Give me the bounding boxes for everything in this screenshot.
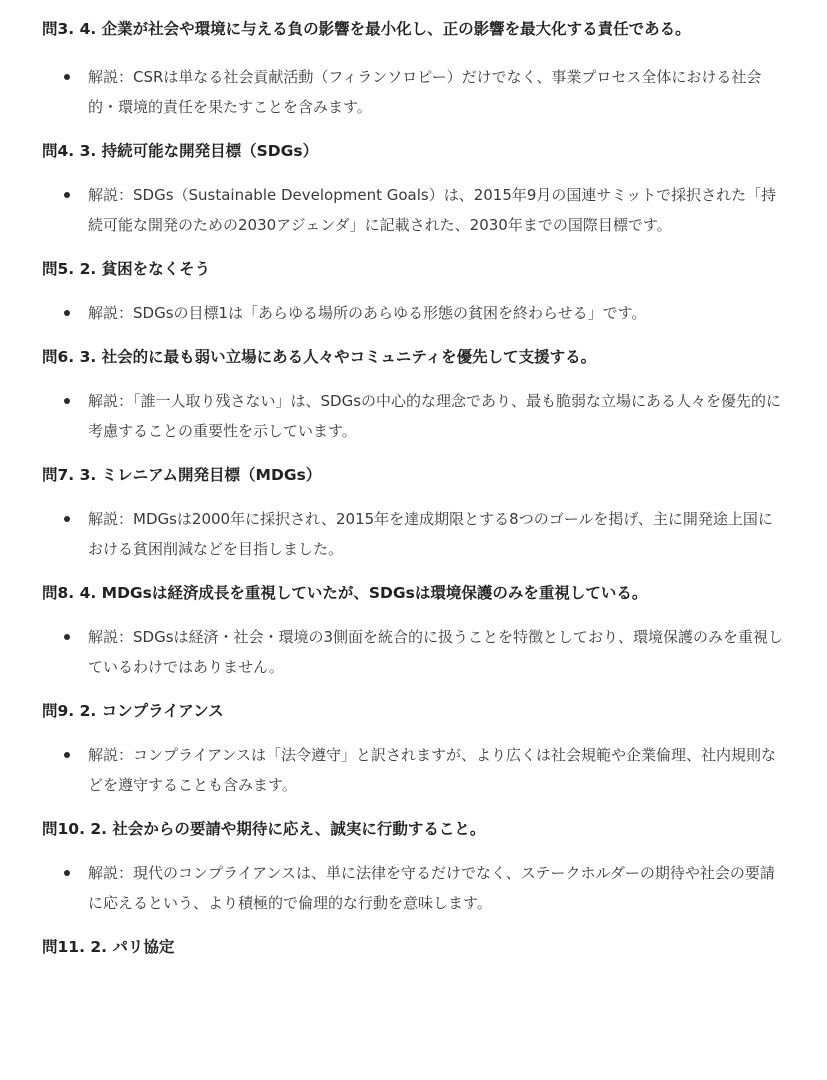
explanation-text: 解説：SDGsは経済・社会・環境の3側面を統合的に扱うことを特徴としており、環境保護のみを重視しているわけではありません。	[88, 628, 784, 676]
bullet-icon	[64, 192, 70, 198]
question-8	[42, 578, 787, 682]
question-5-explanation	[42, 298, 787, 328]
question-11-heading: 問11. 2. パリ協定	[42, 938, 175, 956]
answer-sheet	[42, 14, 787, 962]
question-5-heading: 問5. 2. 貧困をなくそう	[42, 260, 211, 278]
question-6	[42, 342, 787, 446]
question-3-heading: 問3. 4. 企業が社会や環境に与える負の影響を最小化し、正の影響を最大化する責任である。	[42, 20, 691, 38]
bullet-icon	[64, 870, 70, 876]
question-8-explanation	[42, 622, 787, 682]
question-9	[42, 696, 787, 800]
question-9-heading: 問9. 2. コンプライアンス	[42, 702, 224, 720]
bullet-icon	[64, 398, 70, 404]
question-11	[42, 932, 787, 962]
question-10	[42, 814, 787, 918]
bullet-icon	[64, 752, 70, 758]
question-10-heading: 問10. 2. 社会からの要請や期待に応え、誠実に行動すること。	[42, 820, 486, 838]
explanation-text: 解説：コンプライアンスは「法令遵守」と訳されますが、より広くは社会規範や企業倫理、社内規則などを遵守することも含みます。	[88, 746, 777, 794]
question-5	[42, 254, 787, 328]
question-7-heading: 問7. 3. ミレニアム開発目標（MDGs）	[42, 466, 322, 484]
question-4-heading: 問4. 3. 持続可能な開発目標（SDGs）	[42, 142, 319, 160]
bullet-icon	[64, 516, 70, 522]
explanation-text: 解説：CSRは単なる社会貢献活動（フィランソロピー）だけでなく、事業プロセス全体における社会的・環境的責任を果たすことを含みます。	[88, 68, 762, 116]
question-10-explanation	[42, 858, 787, 918]
explanation-text: 解説：SDGs（Sustainable Development Goals）は、2015年9月の国連サミットで採択された「持続可能な開発のための2030アジェンダ」に記載された、2030年までの国際目標です。	[88, 186, 777, 234]
explanation-text: 解説：現代のコンプライアンスは、単に法律を守るだけでなく、ステークホルダーの期待や社会の要請に応えるという、より積極的で倫理的な行動を意味します。	[88, 864, 775, 912]
question-7-explanation	[42, 504, 787, 564]
explanation-text: 解説：SDGsの目標1は「あらゆる場所のあらゆる形態の貧困を終わらせる」です。	[88, 304, 647, 322]
explanation-text: 解説：「誰一人取り残さない」は、SDGsの中心的な理念であり、最も脆弱な立場にある人々を優先的に考慮することの重要性を示しています。	[88, 392, 782, 440]
question-4-explanation	[42, 180, 787, 240]
question-3	[42, 14, 787, 122]
bullet-icon	[64, 310, 70, 316]
question-7	[42, 460, 787, 564]
bullet-icon	[64, 74, 70, 80]
question-9-explanation	[42, 740, 787, 800]
question-4	[42, 136, 787, 240]
question-6-explanation	[42, 386, 787, 446]
question-6-heading: 問6. 3. 社会的に最も弱い立場にある人々やコミュニティを優先して支援する。	[42, 348, 597, 366]
question-8-heading: 問8. 4. MDGsは経済成長を重視していたが、SDGsは環境保護のみを重視している。	[42, 584, 648, 602]
explanation-text: 解説：MDGsは2000年に採択され、2015年を達成期限とする8つのゴールを掲げ、主に開発途上国における貧困削減などを目指しました。	[88, 510, 773, 558]
question-3-explanation	[42, 62, 787, 122]
bullet-icon	[64, 634, 70, 640]
